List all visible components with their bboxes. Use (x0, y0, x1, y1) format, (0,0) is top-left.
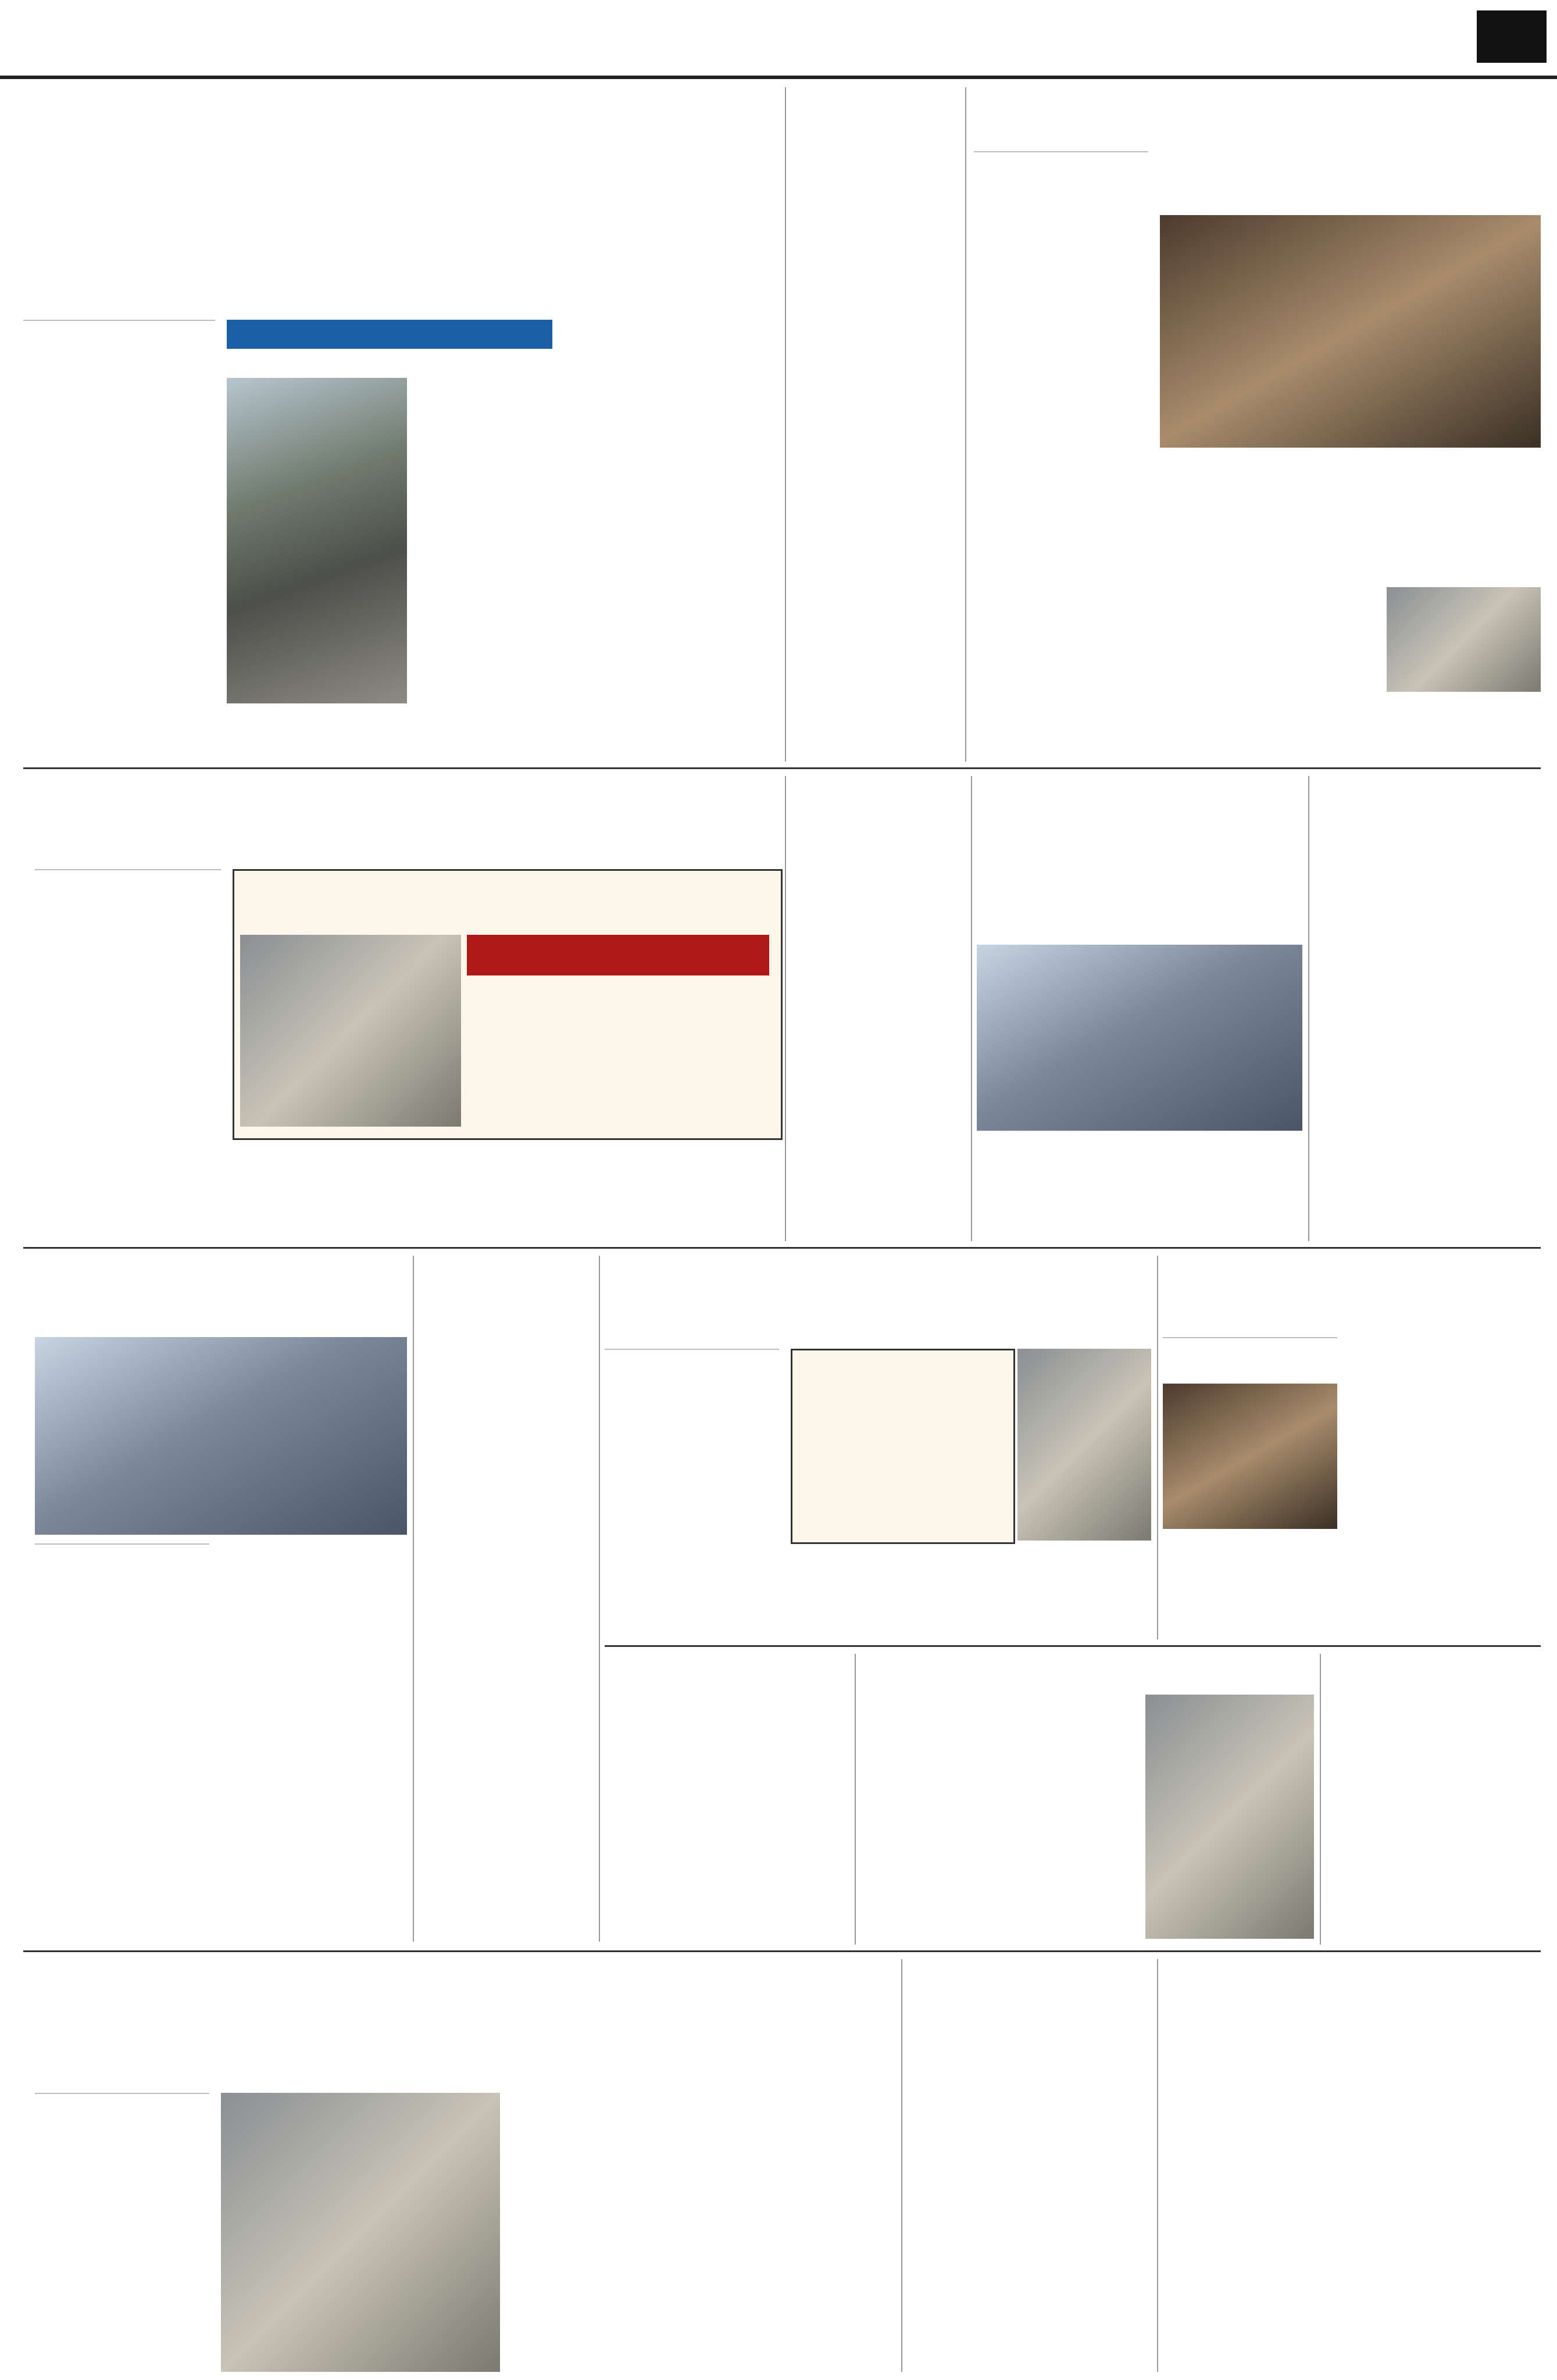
story-body (974, 203, 1148, 756)
story-body (860, 1695, 1134, 1945)
meeting-photo (977, 945, 1302, 1131)
story-body-col3 (564, 320, 767, 645)
divider (23, 767, 1541, 769)
box-text (798, 1403, 1008, 1536)
divider (23, 1950, 1541, 1952)
story-body (1349, 1337, 1541, 1639)
story-promotion (35, 776, 779, 1241)
byline (35, 2093, 209, 2097)
story-body (907, 2017, 1151, 2372)
story-blackmail (419, 1256, 593, 1942)
story-bed-colleges (605, 1256, 1151, 1639)
event-photo (221, 2093, 500, 2372)
story-body (1326, 1712, 1541, 1945)
divider (1308, 776, 1309, 1241)
deadline-box (791, 1349, 1015, 1544)
divider (1157, 1959, 1158, 2372)
divider (1320, 1654, 1321, 1945)
story-bjp-sabha (605, 1654, 849, 1945)
story-body (605, 1395, 779, 1639)
divider (901, 1959, 902, 2372)
story-wife-left (1163, 1959, 1541, 2372)
clipping-photo (240, 935, 461, 1127)
byline (35, 1543, 209, 1548)
story-ganja (907, 1959, 1151, 2372)
byline (974, 151, 1148, 156)
story-meeting (977, 776, 1302, 1241)
story-body (35, 916, 221, 1241)
singer-photo (1163, 1384, 1337, 1529)
byline (35, 869, 221, 874)
story-looters (974, 87, 1541, 762)
story-ranjish (791, 87, 959, 762)
divider (599, 1256, 600, 1942)
story-body (35, 1587, 209, 1942)
story-body (35, 2139, 209, 2372)
story-itm-concert (1163, 1256, 1541, 1639)
inset-text (413, 378, 552, 703)
story-body-2 (1160, 587, 1352, 756)
story-body (419, 1331, 593, 1942)
divider (1157, 1256, 1158, 1639)
meeting-photo (35, 1337, 407, 1535)
story-ju-award (860, 1654, 1314, 1945)
story-ladli-behna (35, 1256, 407, 1942)
weapons-photo (1387, 587, 1541, 692)
story-patch-repair (23, 87, 779, 762)
divider (785, 776, 786, 1241)
story-body (1163, 2058, 1337, 2372)
story-textile (791, 776, 965, 1241)
road-photo (227, 378, 407, 703)
story-body-col1 (23, 366, 215, 762)
byline (23, 320, 215, 324)
story-minor-harassment (1326, 1654, 1541, 1945)
page-number (1477, 10, 1547, 63)
award-photo (1145, 1695, 1314, 1939)
impact-clipping (233, 869, 783, 1140)
impact-tag (467, 935, 769, 975)
story-quote (1358, 695, 1541, 741)
story-body-2 (221, 1599, 407, 1942)
story-body (791, 157, 959, 756)
story-body (1314, 846, 1541, 1241)
divider (785, 87, 786, 762)
inset-title (227, 320, 552, 349)
byline (605, 1349, 779, 1353)
story-body (605, 1712, 849, 1945)
story-body (977, 1137, 1302, 1241)
divider (605, 1645, 1541, 1647)
divider (413, 1256, 414, 1942)
divider (965, 87, 966, 762)
masthead (0, 0, 1557, 79)
photo-caption (1160, 453, 1541, 558)
college-photo (1017, 1349, 1151, 1541)
story-exam-form (1314, 776, 1541, 1241)
photo-inset (227, 320, 552, 762)
story-body (791, 857, 965, 1241)
inset-continue (227, 712, 552, 759)
story-body-2 (512, 2128, 895, 2372)
story-foundation-day (35, 1959, 895, 2372)
divider (23, 1247, 1541, 1249)
divider (855, 1654, 856, 1945)
divider (971, 776, 972, 1241)
byline (1163, 1337, 1337, 1342)
accused-photo (1160, 215, 1541, 448)
